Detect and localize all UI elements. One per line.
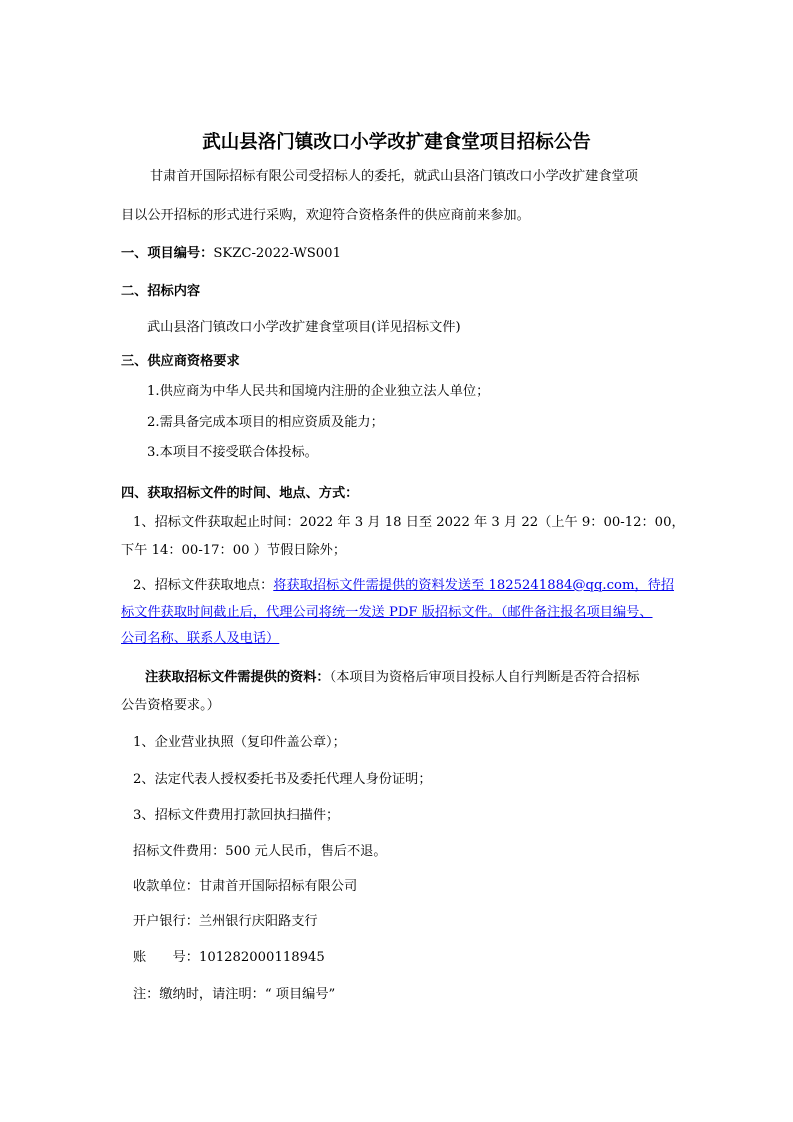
qualification-item: 2.需具备完成本项目的相应资质及能力；: [147, 415, 384, 430]
document-fee: 招标文件费用：500 元人民币，售后不退。: [133, 844, 387, 859]
project-number: [121, 244, 341, 264]
material-item: 2、法定代表人授权委托书及委托代理人身份证明；: [133, 772, 432, 787]
acquire-place-label: 2、招标文件获取地点：: [133, 578, 274, 593]
section-2-content: 武山县洛门镇改口小学改扩建食堂项目(详见招标文件): [147, 320, 461, 335]
project-number-label: 一、项目编号：: [121, 246, 214, 261]
account-number: [133, 948, 325, 968]
qualification-item: 3.本项目不接受联合体投标。: [147, 445, 318, 460]
section-3-heading: 三、供应商资格要求: [121, 354, 240, 369]
required-materials-text-cont: 公告资格要求。）: [121, 698, 220, 713]
payee: 收款单位：甘肃首开国际招标有限公司: [133, 879, 358, 894]
project-number-value: SKZC-2022-WS001: [213, 246, 341, 261]
section-2-heading: 二、招标内容: [121, 284, 201, 299]
acquire-time-line-2: 下午 14：00-17：00 ）节假日除外；: [121, 543, 347, 558]
page-title: 武山县洛门镇改口小学改扩建食堂项目招标公告: [202, 132, 591, 153]
email-instructions-link[interactable]: 将获取招标文件需提供的资料发送至 1825241884@qq.com，待招: [273, 578, 675, 593]
intro-line-2: 目以公开招标的形式进行采购，欢迎符合资格条件的供应商前来参加。: [121, 208, 530, 223]
payment-remark: 注：缴纳时，请注明：“ 项目编号”: [133, 987, 336, 1002]
intro-line-1: 甘肃首开国际招标有限公司受招标人的委托，就武山县洛门镇改口小学改扩建食堂项: [150, 169, 638, 184]
acquire-place-line-1: [133, 576, 674, 596]
account-value: 101282000118945: [198, 950, 325, 965]
required-materials-text: （本项目为资格后审项目投标人自行判断是否符合招标: [329, 670, 640, 685]
email-instructions-link-cont[interactable]: 标文件获取时间截止后，代理公司将统一发送 PDF 版招标文件。（邮件备注报名项目编号、: [121, 605, 653, 620]
email-instructions-link-cont[interactable]: 公司名称、联系人及电话）: [121, 631, 280, 646]
bank-name: 开户银行：兰州银行庆阳路支行: [133, 914, 318, 929]
section-4-heading: 四、获取招标文件的时间、地点、方式：: [121, 486, 359, 501]
material-item: 1、企业营业执照（复印件盖公章）；: [133, 735, 346, 750]
acquire-time-line-1: 1、招标文件获取起止时间：2022 年 3 月 18 日至 2022 年 3 月 22（上午 9：00-12：00，: [133, 515, 685, 530]
required-materials-note: [145, 668, 640, 688]
material-item: 3、招标文件费用打款回执扫描件；: [133, 808, 340, 823]
required-materials-label: 注获取招标文件需提供的资料：: [145, 670, 330, 685]
qualification-item: 1.供应商为中华人民共和国境内注册的企业独立法人单位；: [147, 384, 490, 399]
account-label: 账 号：: [133, 950, 199, 965]
